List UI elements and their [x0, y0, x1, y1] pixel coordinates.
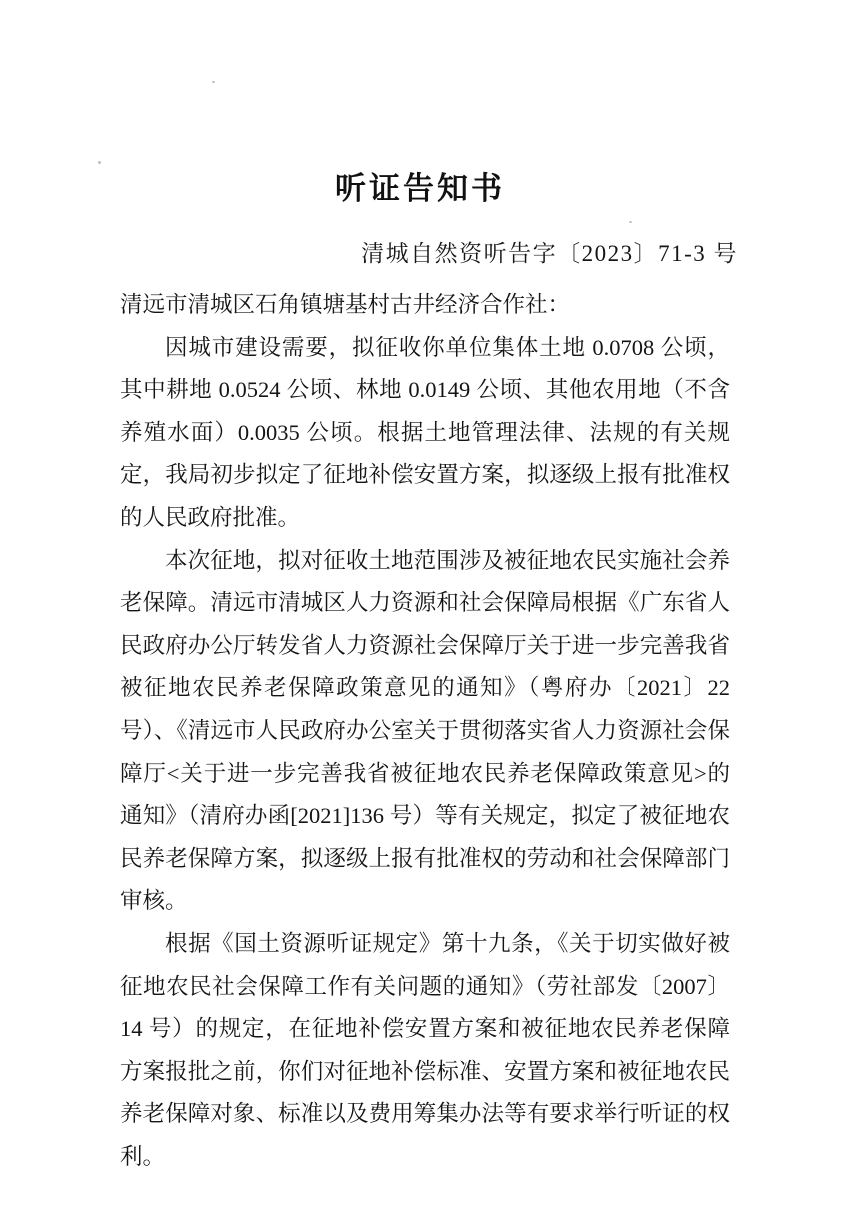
paragraph-social-security-plan: 本次征地，拟对征收土地范围涉及被征地农民实施社会养老保障。清远市清城区人力资源和社会保障局根据《广东省人民政府办公厅转发省人力资源社会保障厅关于进一步完善我省被征地农民养老保障政策意见的通知》（粤府办〔2021〕22 号）、《清远市人民政府办公室关于贯彻落实省人力资源社会保障厅<关于进一步完善我省被征地农民养老保障政策意见>的通知》（清府办函[2021]136 号）等有关规定，拟定了被征地农民养老保障方案，拟逐级上报有批准权的劳动和社会保障部门审核。	[120, 547, 730, 914]
scan-speck	[98, 161, 101, 164]
document-body	[120, 284, 730, 1178]
document-title: 听证告知书	[335, 171, 505, 206]
paragraph-hearing-rights: 根据《国土资源听证规定》第十九条，《关于切实做好被征地农民社会保障工作有关问题的通知》（劳社部发〔2007〕14 号）的规定，在征地补偿安置方案和被征地农民养老保障方案报批之前，你们对征地补偿标准、安置方案和被征地农民养老保障对象、标准以及费用筹集办法等有要求举行听证的权利。	[120, 930, 730, 1169]
paragraph-land-acquisition: 因城市建设需要，拟征收你单位集体土地 0.0708 公顷，其中耕地 0.0524 公顷、林地 0.0149 公顷、其他农用地（不含养殖水面）0.0035 公顷。根据土地管理法律、法规的有关规定，我局初步拟定了征地补偿安置方案，拟逐级上报有批准权的人民政府批准。	[120, 334, 730, 530]
scan-speck	[212, 81, 215, 83]
salutation: 清远市清城区石角镇塘基村古井经济合作社：	[120, 292, 571, 317]
scan-speck	[629, 221, 632, 223]
document-number: 清城自然资听告字〔2023〕71-3 号	[361, 241, 738, 266]
